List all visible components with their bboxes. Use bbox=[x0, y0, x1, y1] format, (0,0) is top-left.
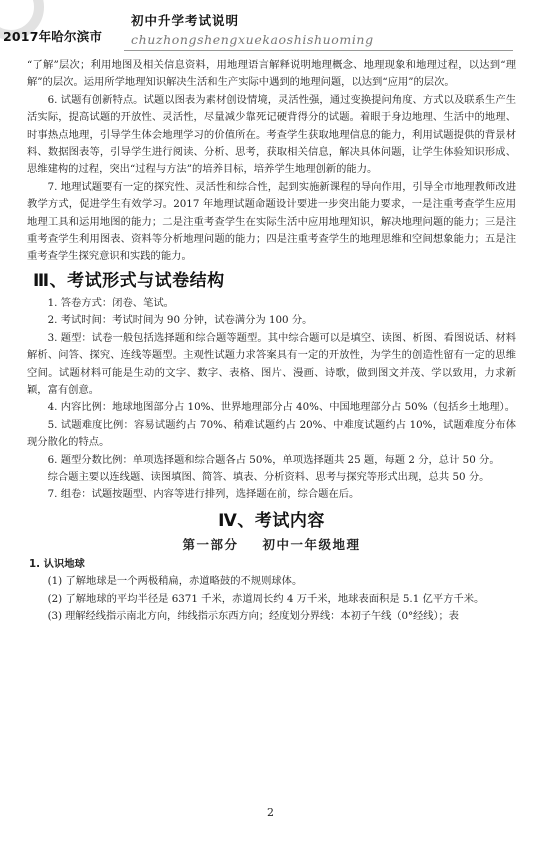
paragraph-7: 7. 地理试题要有一定的探究性、灵活性和综合性，起到实施新课程的导向作用，引导全市地理教师改进教学方式，促进学生有效学习。2017 年地理试题命题设计要进一步突出能力要求，一是注重考查学生应用地理工具和运用地图的能力；二是注重考查学生在实际生活中应用地理知识，解决地理问题的能力；三是注重考查学生利用图表、资料等分析地理问题的能力；四是注重考查学生的地理思维和空间想象能力；五是注重考查学生探究意识和实践的能力。 bbox=[27, 180, 516, 263]
content-item: (2) 了解地球的平均半径是 6371 千米，赤道周长约 4 万千米，地球表面积是 5.1 亿平方千米。 bbox=[47, 592, 485, 605]
section-3-heading: Ⅲ、考试形式与试卷结构 bbox=[33, 270, 225, 291]
exam-format-item: 1. 答卷方式：闭卷、笔试。 bbox=[47, 296, 174, 309]
exam-format-item: 2. 考试时间：考试时间为 90 分钟，试卷满分为 100 分。 bbox=[47, 314, 313, 327]
exam-format-item: 综合题主要以连线题、读图填图、简答、填表、分析资料、思考与探究等形式出现，总共 50 分。 bbox=[47, 470, 490, 483]
exam-format-item: 5. 试题难度比例：容易试题约占 70%、稍难试题约占 20%、中难度试题约占 10%，试题难度分布体现分散化的特点。 bbox=[27, 418, 516, 449]
exam-format-item: 3. 题型：试卷一般包括选择题和综合题等题型。其中综合题可以是填空、读图、析图、看图说话、材料解析、问答、探究、连线等题型。主观性试题力求答案具有一定的开放性，为学生的创造性留有一定的思维空间。试题材料可能是生动的文字、数字、表格、图片、漫画、诗歌，做到图文并茂、学以致用，力求新颖，富有创意。 bbox=[27, 331, 516, 396]
content-item: (1) 了解地球是一个两极稍扁，赤道略鼓的不规则球体。 bbox=[47, 575, 303, 588]
header-rule bbox=[124, 50, 513, 51]
paragraph-6: 6. 试题有创新特点。试题以图表为素材创设情境，灵活性强，通过变换提问角度、方式以及联系生产生活实际，提高试题的开放性、灵活性，尽量减少靠死记硬背得分的试题。着眼于身边地理、生活中的地理、时事热点地理，引导学生体会地理学习的价值所在。考查学生获取地理信息的能力，利用试题提供的背景材料、数据图表等，引导学生进行阅读、分析、思考，获取相关信息，解决具体问题，让学生体验知识形成、思维建构的过程，突出“过程与方法”的培养目标，培养学生地理创新的能力。 bbox=[27, 93, 516, 176]
exam-format-item: 6. 题型分数比例：单项选择题和综合题各占 50%，单项选择题共 25 题，每题 2 分，总计 50 分。 bbox=[47, 453, 500, 466]
page-number: 2 bbox=[267, 806, 274, 819]
exam-format-item: 7. 组卷：试题按题型、内容等进行排列，选择题在前，综合题在后。 bbox=[47, 488, 360, 501]
part-label: 第一部分 bbox=[182, 536, 239, 552]
header-pinyin: chuzhongshengxuekaoshishuoming bbox=[131, 32, 374, 47]
section-4-heading: Ⅳ、考试内容 bbox=[218, 510, 325, 531]
subsection-heading: 1. 认识地球 bbox=[29, 557, 85, 570]
header-title: 初中升学考试说明 bbox=[131, 13, 240, 28]
paragraph-intro: “了解”层次；利用地图及相关信息资料，用地理语言解释说明地理概念、地理现象和地理过程，以达到“理解”的层次。运用所学地理知识解决生活和生产实际中遇到的地理问题，以达到“应用”的层次。 bbox=[27, 59, 516, 89]
content-item: (3) 理解经线指示南北方向，纬线指示东西方向；经度划分界线：本初子午线（0°经线）；表 bbox=[47, 609, 459, 622]
exam-format-item: 4. 内容比例：地球地图部分占 10%、世界地理部分占 40%、中国地理部分占 50%（包括乡土地理）。 bbox=[47, 401, 516, 414]
header-year-city: 2017年哈尔滨市 bbox=[3, 29, 103, 44]
page-content bbox=[27, 57, 516, 625]
part-heading bbox=[27, 535, 516, 555]
part-title: 初中一年级地理 bbox=[262, 536, 361, 552]
